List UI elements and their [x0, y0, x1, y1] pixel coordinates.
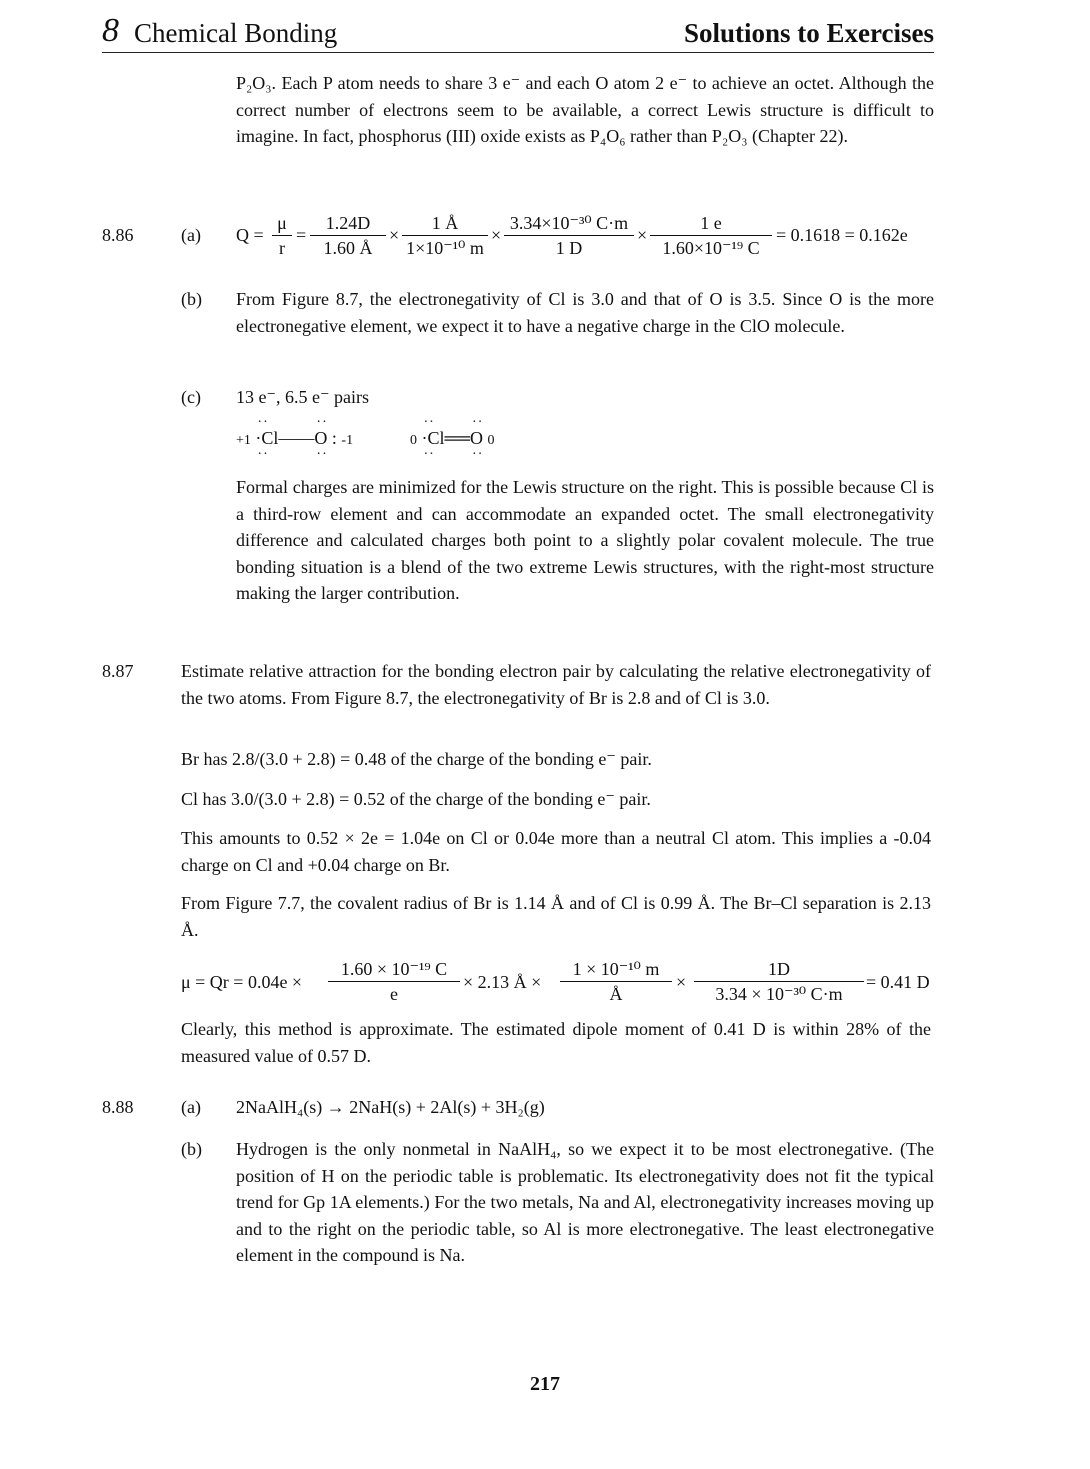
atom-o: ·· O : ··: [314, 415, 337, 462]
part-label-c: (c): [181, 387, 201, 407]
answer-8-88b: Hydrogen is the only nonmetal in NaAlH₄, so we expect it to be most electronegative. (The position of H on the periodic table is problematic. Its electronegativity does not fit the typical trend for Gp 1A elements.) For the two metals, Na and Al, electronegativity increases moving up and to the right on the periodic table, so Al is more electronegative. The least electronegative element in the compound is Na.: [236, 1139, 934, 1265]
chapter-number: 8: [102, 12, 119, 49]
part-label-b: (b): [181, 289, 202, 309]
fraction-debye: [694, 958, 864, 1005]
answer-8-87-radius: From Figure 7.7, the covalent radius of Br is 1.14 Å and of Cl is 0.99 Å. The Br–Cl separation is 2.13 Å.: [181, 893, 931, 940]
frac-numerator: 1D: [694, 958, 864, 982]
eq-middle: × 2.13 Å ×: [463, 972, 542, 992]
eq-times: ×: [676, 972, 687, 992]
fraction-charge: [650, 212, 772, 259]
answer-8-87-conclusion: Clearly, this method is approximate. The estimated dipole moment of 0.41 D is within 28% of the measured value of 0.57 D.: [181, 1019, 931, 1066]
frac-numerator: 1.24D: [310, 212, 386, 236]
fraction-angstrom: [560, 958, 672, 1005]
formal-charge-o: -1: [341, 433, 354, 448]
frac-numerator: 3.34×10⁻³⁰ C·m: [504, 212, 634, 236]
intro-paragraph: P₂O₃. Each P atom needs to share 3 e⁻ and each O atom 2 e⁻ to achieve an octet. Although the correct number of electrons seem to be available, a correct Lewis structure is difficult to imagine. In fact, phosphorus (III) oxide exists as P₄O₆ rather than P₂O₃ (Chapter 22).: [236, 73, 934, 146]
answer-8-87-intro: Estimate relative attraction for the bonding electron pair by calculating the relative electronegativity of the two atoms. From Figure 8.7, the electronegativity of Br is 2.8 and of Cl is 3.0.: [181, 661, 931, 708]
eq-times: ×: [637, 225, 648, 245]
problem-number-8-87: 8.87: [102, 661, 134, 681]
eq-result: = 0.41 D: [866, 972, 930, 992]
frac-denominator: 1 D: [555, 238, 583, 258]
double-bond: ══: [444, 428, 471, 448]
atom-cl: ·· ·Cl ··: [255, 415, 279, 462]
eq-lhs: μ = Qr = 0.04e ×: [181, 972, 303, 992]
lewis-structure-single-bond: [236, 415, 354, 462]
lewis-structure-double-bond: [410, 415, 495, 462]
section-title: Solutions to Exercises: [683, 18, 934, 48]
reaction-equation: 2NaAlH₄(s) → 2NaH(s) + 2Al(s) + 3H₂(g): [236, 1097, 545, 1117]
formal-charge-cl: +1: [236, 433, 251, 448]
fraction-dipole: [310, 212, 386, 259]
eq-times: ×: [491, 225, 502, 245]
single-bond: ——: [278, 428, 315, 448]
part-label-a: (a): [181, 1097, 201, 1117]
frac-numerator: 1.60 × 10⁻¹⁹ C: [328, 958, 460, 982]
formal-charge-o: 0: [487, 433, 495, 448]
frac-numerator: 1 × 10⁻¹⁰ m: [560, 958, 672, 982]
electron-count: 13 e⁻, 6.5 e⁻ pairs: [236, 387, 369, 407]
atom-cl: ·· ·Cl ··: [421, 415, 445, 462]
fraction-debye: [504, 212, 634, 259]
fraction-angstrom: [402, 212, 488, 259]
frac-denominator: 1.60 Å: [323, 238, 373, 258]
frac-denominator: 3.34 × 10⁻³⁰ C·m: [715, 984, 843, 1004]
eq-lhs: Q =: [236, 225, 264, 245]
fraction-charge: [328, 958, 460, 1005]
problem-number-8-88: 8.88: [102, 1097, 134, 1117]
eq-result: = 0.1618 = 0.162e: [776, 225, 908, 245]
frac-denominator: Å: [609, 984, 623, 1004]
frac-numerator: 1 Å: [402, 212, 488, 236]
frac-numerator: μ: [272, 212, 292, 236]
part-label-a: (a): [181, 225, 201, 245]
frac-denominator: 1×10⁻¹⁰ m: [406, 238, 484, 258]
eq-times: ×: [389, 225, 400, 245]
answer-8-87-charge: This amounts to 0.52 × 2e = 1.04e on Cl or 0.04e more than a neutral Cl atom. This implies a -0.04 charge on Cl and +0.04 charge on Br.: [181, 828, 931, 875]
part-label-b: (b): [181, 1139, 202, 1159]
frac-denominator: r: [279, 238, 285, 258]
page-header: [102, 10, 934, 53]
eq-equals: =: [296, 225, 307, 245]
chapter-title: Chemical Bonding: [134, 18, 338, 48]
fraction-mu-over-r: [272, 212, 292, 259]
answer-8-87-cl: Cl has 3.0/(3.0 + 2.8) = 0.52 of the charge of the bonding e⁻ pair.: [181, 789, 651, 809]
answer-8-86b: From Figure 8.7, the electronegativity of Cl is 3.0 and that of O is 3.5. Since O is the more electronegative element, we expect it to have a negative charge in the ClO molecule.: [236, 289, 934, 336]
answer-8-87-br: Br has 2.8/(3.0 + 2.8) = 0.48 of the charge of the bonding e⁻ pair.: [181, 749, 652, 769]
formal-charge-cl: 0: [410, 433, 417, 448]
problem-number-8-86: 8.86: [102, 225, 134, 245]
frac-numerator: 1 e: [650, 212, 772, 236]
frac-denominator: e: [390, 984, 398, 1004]
frac-denominator: 1.60×10⁻¹⁹ C: [662, 238, 760, 258]
answer-8-86c: Formal charges are minimized for the Lewis structure on the right. This is possible because Cl is a third-row element and can accommodate an expanded octet. The small electronegativity difference and calculated charges both point to a slightly polar covalent molecule. The true bonding situation is a blend of the two extreme Lewis structures, with the right-most structure making the larger contribution.: [236, 477, 934, 603]
atom-o: ·· O ··: [470, 415, 484, 462]
page-number: 217: [530, 1373, 560, 1395]
